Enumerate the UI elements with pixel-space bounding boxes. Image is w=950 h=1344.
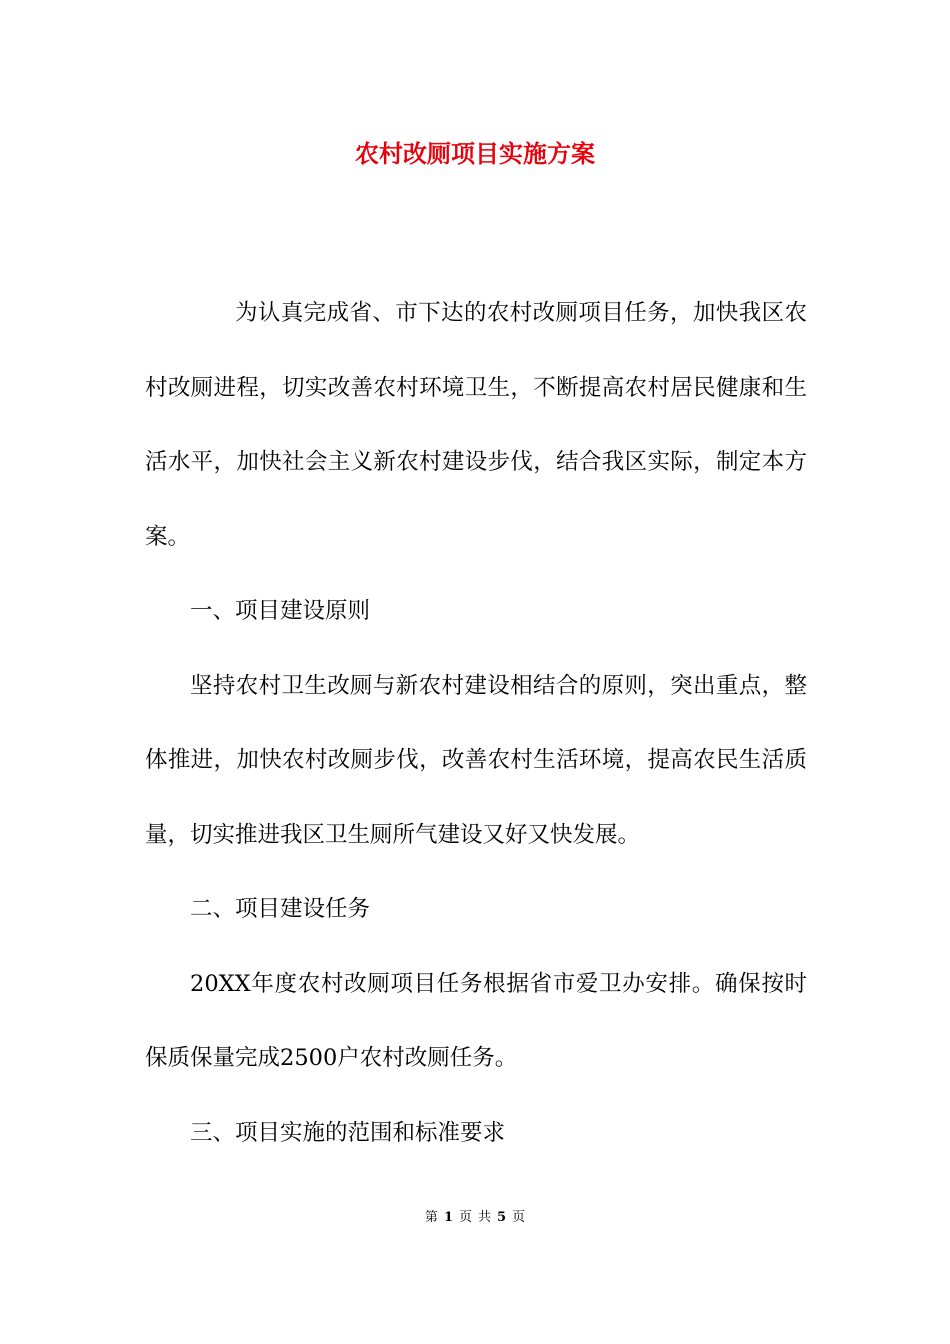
footer-total-pages: 5 [497, 1210, 507, 1225]
document-title: 农村改厕项目实施方案 [355, 139, 595, 168]
section-paragraph-1: 坚持农村卫生改厕与新农村建设相结合的原则，突出重点，整体推进，加快农村改厕步伐，改善农村生活环境，提高农民生活质量，切实推进我区卫生厕所气建设又好又快发展。 [145, 672, 807, 848]
intro-paragraph: 为认真完成省、市下达的农村改厕项目任务，加快我区农村改厕进程，切实改善农村环境卫生，不断提高农村居民健康和生活水平，加快社会主义新农村建设步伐，结合我区实际，制定本方案。 [145, 300, 807, 550]
document-body [145, 276, 807, 1170]
section-heading-3: 三、项目实施的范围和标准要求 [190, 1119, 506, 1146]
page-footer [0, 1206, 950, 1230]
section-heading-2: 二、项目建设任务 [190, 896, 371, 922]
section-paragraph-2: 20XX年度农村改厕项目任务根据省市爱卫办安排。确保按时保质保量完成2500户农村改厕任务。 [145, 970, 807, 1071]
footer-page-number: 1 [443, 1210, 453, 1225]
section-heading-1: 一、项目建设原则 [190, 598, 371, 624]
footer-middle-a: 页 [458, 1210, 472, 1225]
footer-suffix: 页 [512, 1210, 526, 1225]
footer-middle-b: 共 [478, 1210, 492, 1225]
footer-prefix: 第 [424, 1210, 438, 1225]
